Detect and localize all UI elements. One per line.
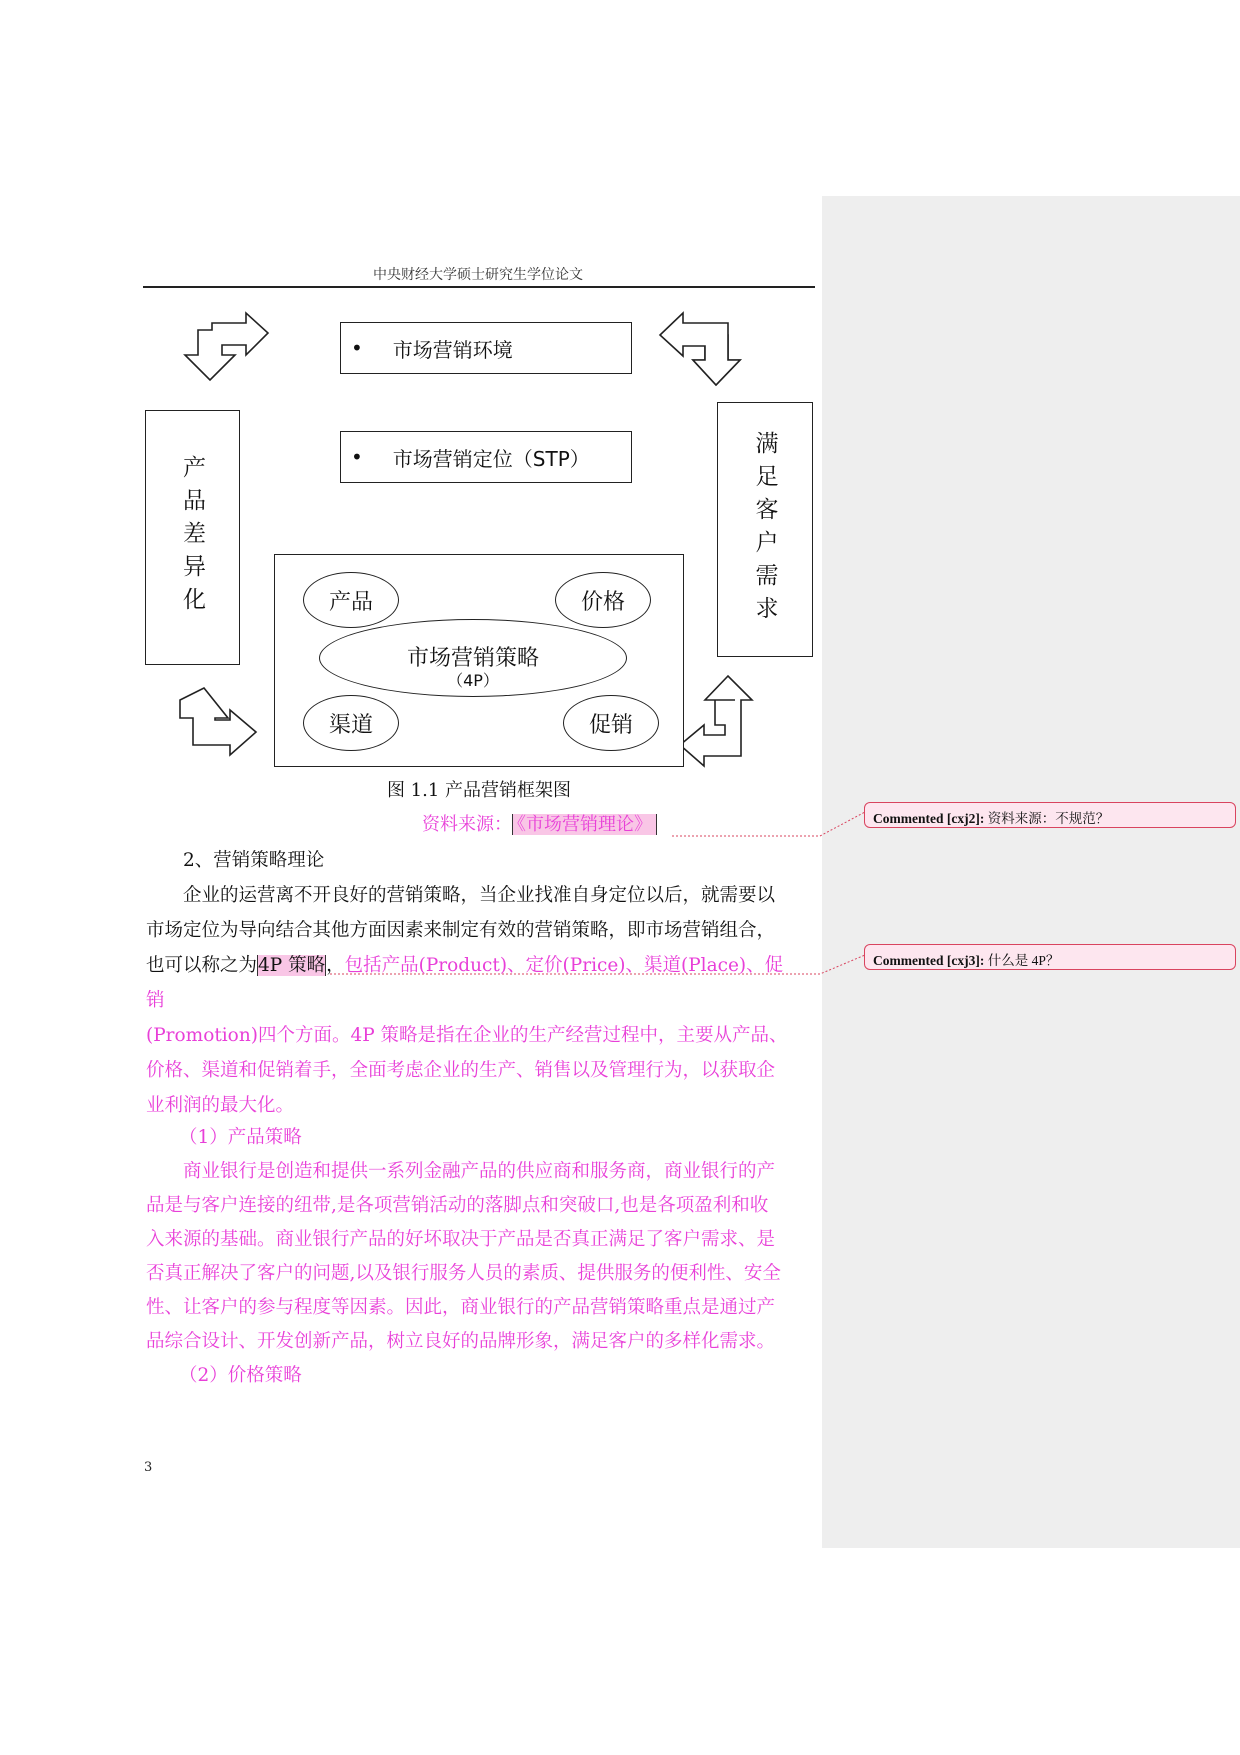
tracked-insertion-line: 入来源的基础。商业银行产品的好坏取决于产品是否真正满足了客户需求、是 [146, 1229, 776, 1250]
tracked-insertion-line: 销 [146, 990, 165, 1011]
sub-heading-price-strategy: （2）价格策略 [179, 1365, 302, 1386]
comment-text: 资料来源：不规范？ [987, 811, 1110, 826]
ellipse-marketing-strategy-label: 市场营销策略 [406, 645, 539, 671]
box-marketing-environment-label: 市场营销环境 [392, 337, 513, 362]
ellipse-promotion: 促销 [563, 695, 659, 751]
bullet-icon: • [351, 445, 363, 469]
section-heading: 2、营销策略理论 [183, 850, 325, 871]
tracked-insertion-line: 否真正解决了客户的问题,以及银行服务人员的素质、提供服务的便利性、安全 [146, 1263, 781, 1284]
comment-author-label: Commented [cxj3]: [873, 953, 985, 968]
paragraph-line: 企业的运营离不开良好的营销策略，当企业找准自身定位以后，就需要以 [183, 885, 776, 906]
commented-text-4p[interactable]: 4P 策略 [258, 955, 326, 976]
comment-cxj3[interactable] [864, 944, 1236, 970]
paragraph-text: ， [326, 955, 345, 976]
tracked-insertion-line: 性、让客户的参与程度等因素。因此，商业银行的产品营销策略重点是通过产 [146, 1297, 776, 1318]
box-marketing-positioning-label: 市场营销定位（STP） [392, 446, 590, 471]
ellipse-price: 价格 [555, 572, 651, 628]
figure-caption: 图 1.1 产品营销框架图 [386, 780, 572, 801]
comment-connector-line [330, 955, 865, 974]
comment-connector-line [672, 812, 865, 836]
tracked-insertion-line: 品综合设计、开发创新产品，树立良好的品牌形象，满足客户的多样化需求。 [146, 1331, 776, 1352]
paragraph-line: 市场定位为导向结合其他方面因素来制定有效的营销策略，即市场营销组合， [146, 920, 776, 941]
box-customer-needs-label: 满足客户需求 [751, 430, 778, 629]
paragraph-text: 也可以称之为 [146, 955, 258, 976]
page-number: 3 [144, 1460, 153, 1475]
tracked-insertion-line: 商业银行是创造和提供一系列金融产品的供应商和服务商，商业银行的产 [183, 1161, 776, 1182]
comment-text: 什么是 4P？ [987, 953, 1060, 968]
tracked-insertion-line: (Promotion)四个方面。4P 策略是指在企业的生产经营过程中，主要从产品、 [146, 1025, 788, 1046]
tracked-insertion: 包括产品(Product)、定价(Price)、渠道(Place)、促 [344, 955, 784, 976]
bullet-icon: • [351, 336, 363, 360]
tracked-insertion-line: 价格、渠道和促销着手，全面考虑企业的生产、销售以及管理行为，以获取企 [146, 1060, 776, 1081]
tracked-insertion-line: 品是与客户连接的纽带,是各项营销活动的落脚点和突破口,也是各项盈利和收 [146, 1195, 769, 1216]
box-product-differentiation-label: 产品差异化 [179, 455, 205, 620]
ellipse-product: 产品 [303, 572, 399, 628]
ellipse-marketing-strategy-sub: （4P） [447, 670, 499, 690]
page-header-title: 中央财经大学硕士研究生学位论文 [373, 267, 583, 283]
figure-source-label: 资料来源： [422, 814, 512, 835]
tracked-insertion-line: 业利润的最大化。 [146, 1095, 295, 1116]
figure-source-value[interactable]: 《市场营销理论》 [512, 814, 657, 835]
comment-cxj2[interactable] [864, 802, 1236, 828]
ellipse-channel: 渠道 [303, 695, 399, 751]
comment-author-label: Commented [cxj2]: [873, 811, 985, 826]
sub-heading-product-strategy: （1）产品策略 [179, 1127, 302, 1148]
